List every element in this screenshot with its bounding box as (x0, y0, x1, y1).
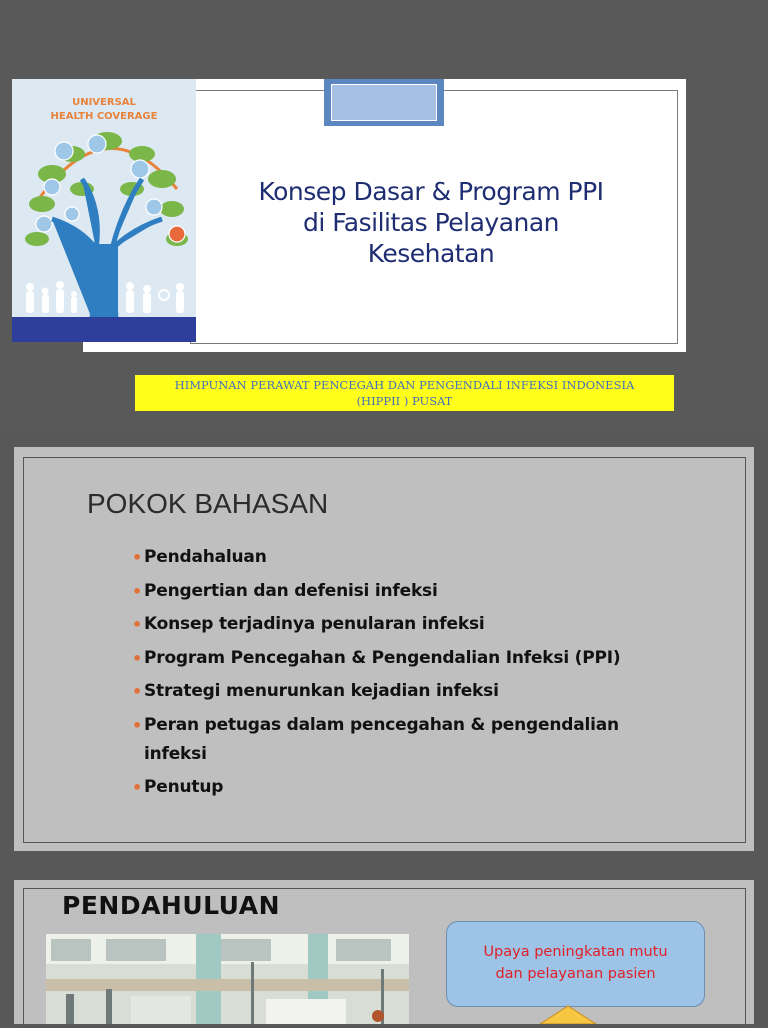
presentation-title (196, 176, 666, 269)
bullet-dot-icon: • (132, 581, 143, 601)
agenda-item: • Konsep terjadinya penularan infeksi (132, 610, 652, 639)
agenda-list (132, 543, 652, 807)
callout-text-line-1: Upaya peningkatan mutu (483, 944, 668, 960)
agenda-item: • Pendahaluan (132, 543, 652, 572)
bullet-dot-icon: • (132, 778, 143, 797)
agenda-item: • Strategi menurunkan kejadian infeksi (132, 677, 652, 706)
decor-tab-inner (331, 84, 437, 121)
intro-heading: PENDAHULUAN (62, 891, 280, 920)
agenda-heading: POKOK BAHASAN (87, 488, 329, 519)
title-line-3: Kesehatan (367, 239, 495, 268)
bullet-dot-icon: • (132, 548, 143, 567)
hospital-ward-photo (46, 934, 409, 1024)
bullet-dot-icon: • (132, 715, 143, 735)
agenda-item: • Penutup (132, 773, 652, 802)
organization-name-line-2: (HIPPII ) PUSAT (356, 394, 453, 408)
organization-name-line-1: HIMPUNAN PERAWAT PENCEGAH DAN PENGENDALI INFEKSI INDONESIA (174, 378, 635, 392)
title-line-1: Konsep Dasar & Program PPI (258, 177, 604, 206)
bullet-dot-icon: • (132, 682, 143, 701)
agenda-item: • Program Pencegahan & Pengendalian Infeksi (PPI) (132, 644, 652, 673)
callout-text-line-2: dan pelayanan pasien (495, 966, 656, 982)
title-line-2: di Fasilitas Pelayanan (302, 208, 560, 237)
svg-text:UNIVERSAL: UNIVERSAL (72, 97, 136, 108)
bullet-dot-icon: • (132, 615, 143, 634)
agenda-item: • Peran petugas dalam pencegahan & pengendalian infeksi (132, 711, 652, 769)
flow-diamond-shape (538, 1004, 598, 1024)
bullet-dot-icon: • (132, 648, 143, 668)
organization-name (135, 375, 674, 409)
svg-text:HEALTH COVERAGE: HEALTH COVERAGE (50, 111, 158, 122)
agenda-item: • Pengertian dan defenisi infeksi (132, 577, 652, 606)
callout-text (446, 941, 705, 985)
uhc-tree-poster-image (12, 79, 196, 342)
